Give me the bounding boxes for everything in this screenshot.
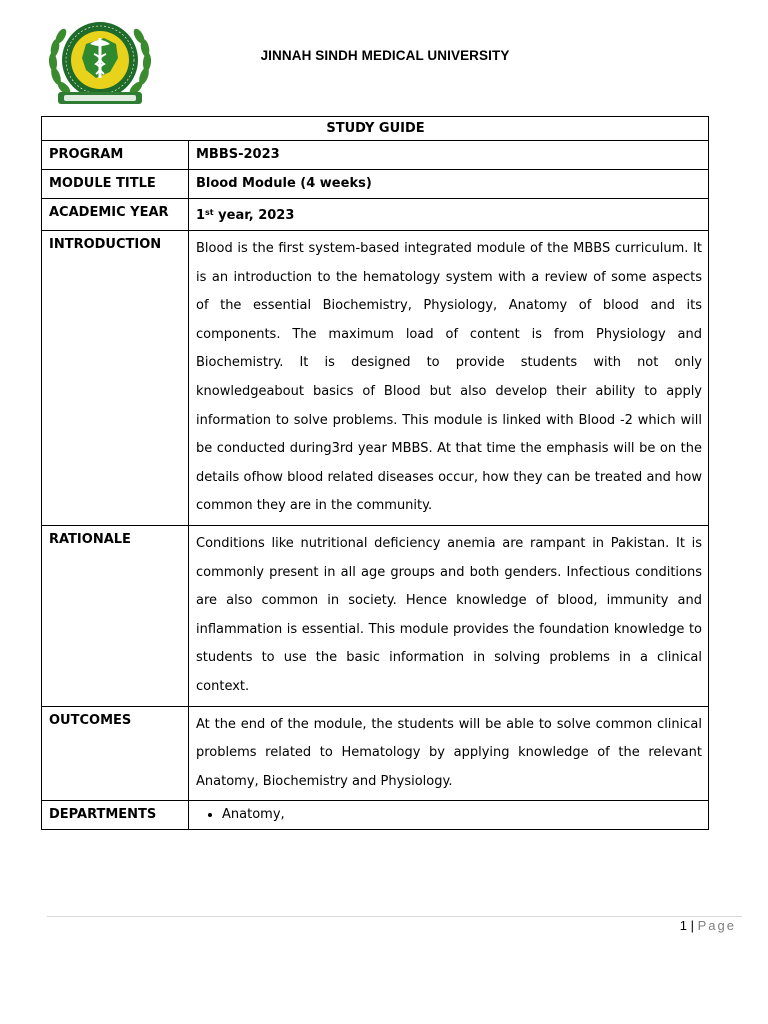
footer-divider: [47, 916, 742, 917]
introduction-row: [42, 231, 709, 526]
departments-label: DEPARTMENTS: [42, 801, 189, 830]
program-row: [42, 141, 709, 170]
year-number: 1: [196, 208, 206, 223]
module-title-value: Blood Module (4 weeks): [189, 170, 709, 199]
outcomes-label: OUTCOMES: [42, 706, 189, 801]
academic-year-value: [189, 199, 709, 231]
introduction-label: INTRODUCTION: [42, 231, 189, 526]
outcomes-row: [42, 706, 709, 801]
university-logo: [46, 14, 154, 110]
table-title: STUDY GUIDE: [42, 117, 709, 141]
module-title-row: [42, 170, 709, 199]
rationale-text: Conditions like nutritional deficiency anemia are rampant in Pakistan. It is commonly present in all age groups and both genders. Infectious conditions are also common in society. Hence knowledge of blood, immunity and inflammation is essential. This module provides the foundation knowledge to students to use the basic information in solving problems in a clinical context.: [189, 525, 709, 706]
page-number: 1: [679, 918, 687, 933]
department-item: • Anatomy,: [222, 805, 702, 825]
academic-year-label: ACADEMIC YEAR: [42, 199, 189, 231]
year-superscript: st: [205, 208, 214, 217]
university-title: JINNAH SINDH MEDICAL UNIVERSITY: [260, 48, 510, 63]
study-guide-table: [41, 116, 709, 830]
footer-separator: |: [690, 918, 694, 933]
program-label: PROGRAM: [42, 141, 189, 170]
rationale-label: RATIONALE: [42, 525, 189, 706]
departments-row: [42, 801, 709, 830]
module-title-label: MODULE TITLE: [42, 170, 189, 199]
page-word: Page: [697, 918, 736, 933]
page-footer: [680, 918, 736, 933]
program-value: MBBS-2023: [189, 141, 709, 170]
rationale-row: [42, 525, 709, 706]
academic-year-row: [42, 199, 709, 231]
introduction-text: Blood is the first system-based integrated module of the MBBS curriculum. It is an introduction to the hematology system with a review of some aspects of the essential Biochemistry, Physiology, Anatomy of blood and its components. The maximum load of content is from Physiology and Biochemistry. It is designed to provide students with not only knowledgeabout basics of Blood but also develop their ability to apply information to solve problems. This module is linked with Blood -2 which will be conducted during3rd year MBBS. At that time the emphasis will be on the details ofhow blood related diseases occur, how they can be treated and how common they are in the community.: [189, 231, 709, 526]
departments-cell: [189, 801, 709, 830]
outcomes-text: At the end of the module, the students will be able to solve common clinical problems related to Hematology by applying knowledge of the relevant Anatomy, Biochemistry and Physiology.: [189, 706, 709, 801]
departments-list: [196, 805, 702, 825]
year-rest: year, 2023: [213, 208, 295, 223]
table-header-row: [42, 117, 709, 141]
